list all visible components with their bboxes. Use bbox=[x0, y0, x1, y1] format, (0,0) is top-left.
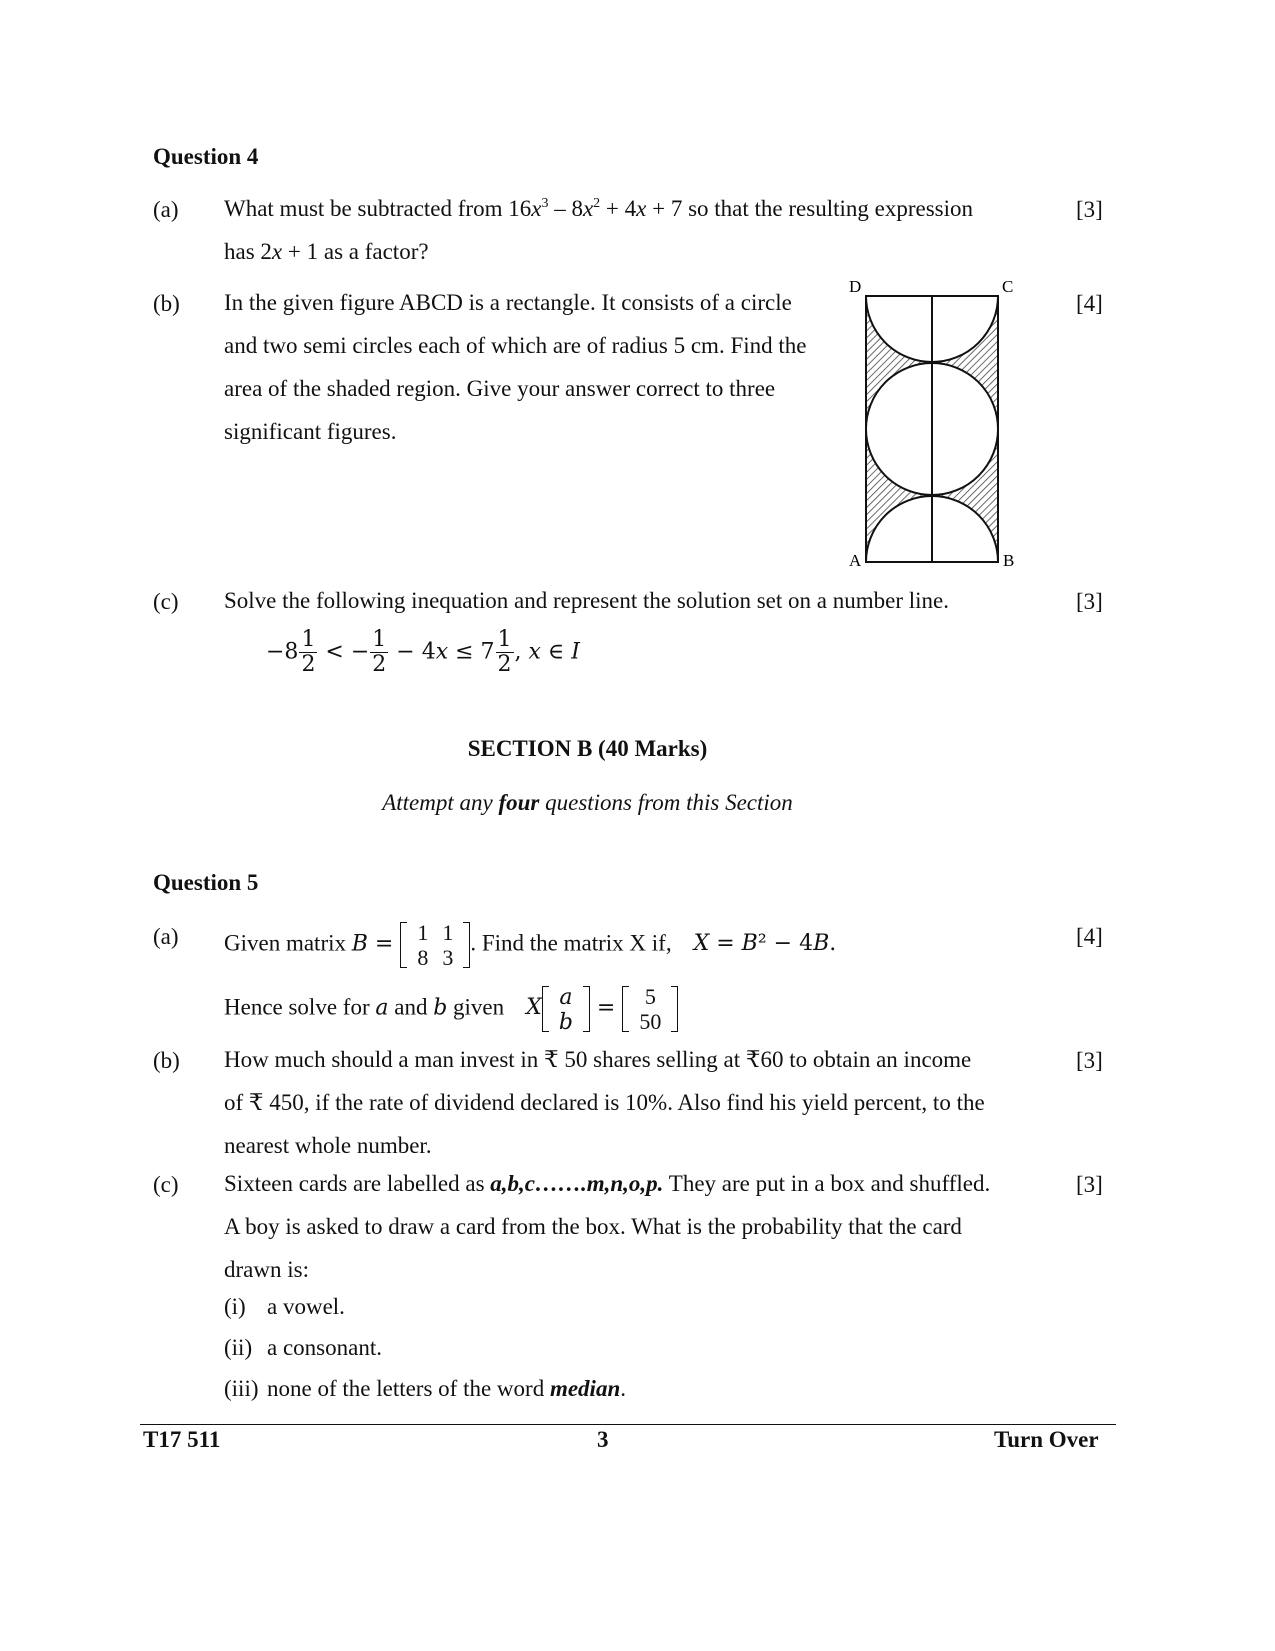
q4a-line-1: What must be subtracted from $16x^3 - 8x^2 + 4x + 7$ so that the resulting expression bbox=[224, 196, 973, 221]
q5b-marks: [3] bbox=[1076, 1048, 1103, 1073]
q4b-marks: [4] bbox=[1076, 291, 1103, 316]
q4a-line-2: has 2x + 1 as a factor? bbox=[224, 239, 429, 264]
q4b-line-3: area of the shaded region. Give your answer correct to three bbox=[224, 376, 776, 401]
rectangle-figure bbox=[840, 272, 1030, 572]
q4c-marks: [3] bbox=[1076, 589, 1103, 614]
q4b-line-4: significant figures. bbox=[224, 419, 397, 444]
q5a-label: (a) bbox=[153, 924, 179, 949]
question-4-heading: Question 4 bbox=[153, 144, 259, 169]
vertex-b-label: B bbox=[1003, 551, 1015, 570]
page-number: 3 bbox=[597, 1427, 609, 1452]
column-result: 5 50 bbox=[622, 984, 678, 1034]
q5b-line-2: of ₹ 450, if the rate of dividend declared is 10%. Also find his yield percent, to the bbox=[224, 1090, 985, 1115]
q5b-line-1: How much should a man invest in ₹ 50 shares selling at ₹60 to obtain an income bbox=[224, 1047, 972, 1072]
vertex-a-label: A bbox=[849, 551, 862, 570]
q4c-label: (c) bbox=[153, 589, 179, 614]
section-b-instructions: Attempt any four questions from this Section bbox=[382, 790, 793, 815]
q5c-text bbox=[224, 1162, 1044, 1291]
q5c-sub-iii: (iii) none of the letters of the word median. bbox=[224, 1376, 626, 1401]
q5c-line-3: drawn is: bbox=[224, 1257, 309, 1282]
q4c-text: Solve the following inequation and represent the solution set on a number line. bbox=[224, 588, 949, 613]
section-b-title: SECTION B (40 Marks) bbox=[467, 736, 708, 761]
q5b-text bbox=[224, 1038, 1044, 1167]
matrix-b: 1 1 8 3 bbox=[400, 920, 470, 970]
q5a-line-1: Given matrix 𝐵 = 1 1 8 3 . Find the matrix X if, 𝑋 = 𝐵² − 4𝐵. bbox=[224, 920, 837, 970]
q4b-line-2: and two semi circles each of which are of radius 5 cm. Find the bbox=[224, 333, 807, 358]
question-5-heading: Question 5 bbox=[153, 870, 259, 895]
q4b-text bbox=[224, 281, 844, 453]
q4a-marks: [3] bbox=[1076, 197, 1103, 222]
q5b-line-3: nearest whole number. bbox=[224, 1133, 432, 1158]
turn-over: Turn Over bbox=[994, 1427, 1099, 1452]
footer-code: T17 511 bbox=[143, 1427, 221, 1452]
q5a-line-2: Hence solve for 𝑎 and 𝑏 given 𝑋 𝑎 𝑏 = 5 50 bbox=[224, 984, 678, 1034]
q5c-line-2: A boy is asked to draw a card from the box. What is the probability that the card bbox=[224, 1214, 962, 1239]
column-ab: 𝑎 𝑏 bbox=[542, 984, 590, 1034]
q5c-sub-i: (i) a vowel. bbox=[224, 1294, 345, 1319]
footer-divider bbox=[140, 1424, 1116, 1425]
q5c-line-1: Sixteen cards are labelled as a,b,c…….m,n,o,p. They are put in a box and shuffled. bbox=[224, 1171, 991, 1196]
q4a-text bbox=[224, 187, 1024, 273]
q4b-line-1: In the given figure ABCD is a rectangle. It consists of a circle bbox=[224, 290, 792, 315]
q4a-label: (a) bbox=[153, 197, 179, 222]
q5c-label: (c) bbox=[153, 1172, 179, 1197]
q4b-label: (b) bbox=[153, 291, 180, 316]
q5b-label: (b) bbox=[153, 1048, 180, 1073]
vertex-d-label: D bbox=[849, 277, 862, 296]
q5a-marks: [4] bbox=[1076, 924, 1103, 949]
vertex-c-label: C bbox=[1002, 277, 1014, 296]
q5c-sub-ii: (ii) a consonant. bbox=[224, 1335, 382, 1360]
q4c-inequation: −8 $\frac{1}{2}$ < − $\frac{1}{2}$ − 4𝑥 ≤ 7 $\frac{1}{2}$ , 𝑥 ∈ 𝐼 bbox=[266, 627, 580, 677]
q5c-marks: [3] bbox=[1076, 1172, 1103, 1197]
